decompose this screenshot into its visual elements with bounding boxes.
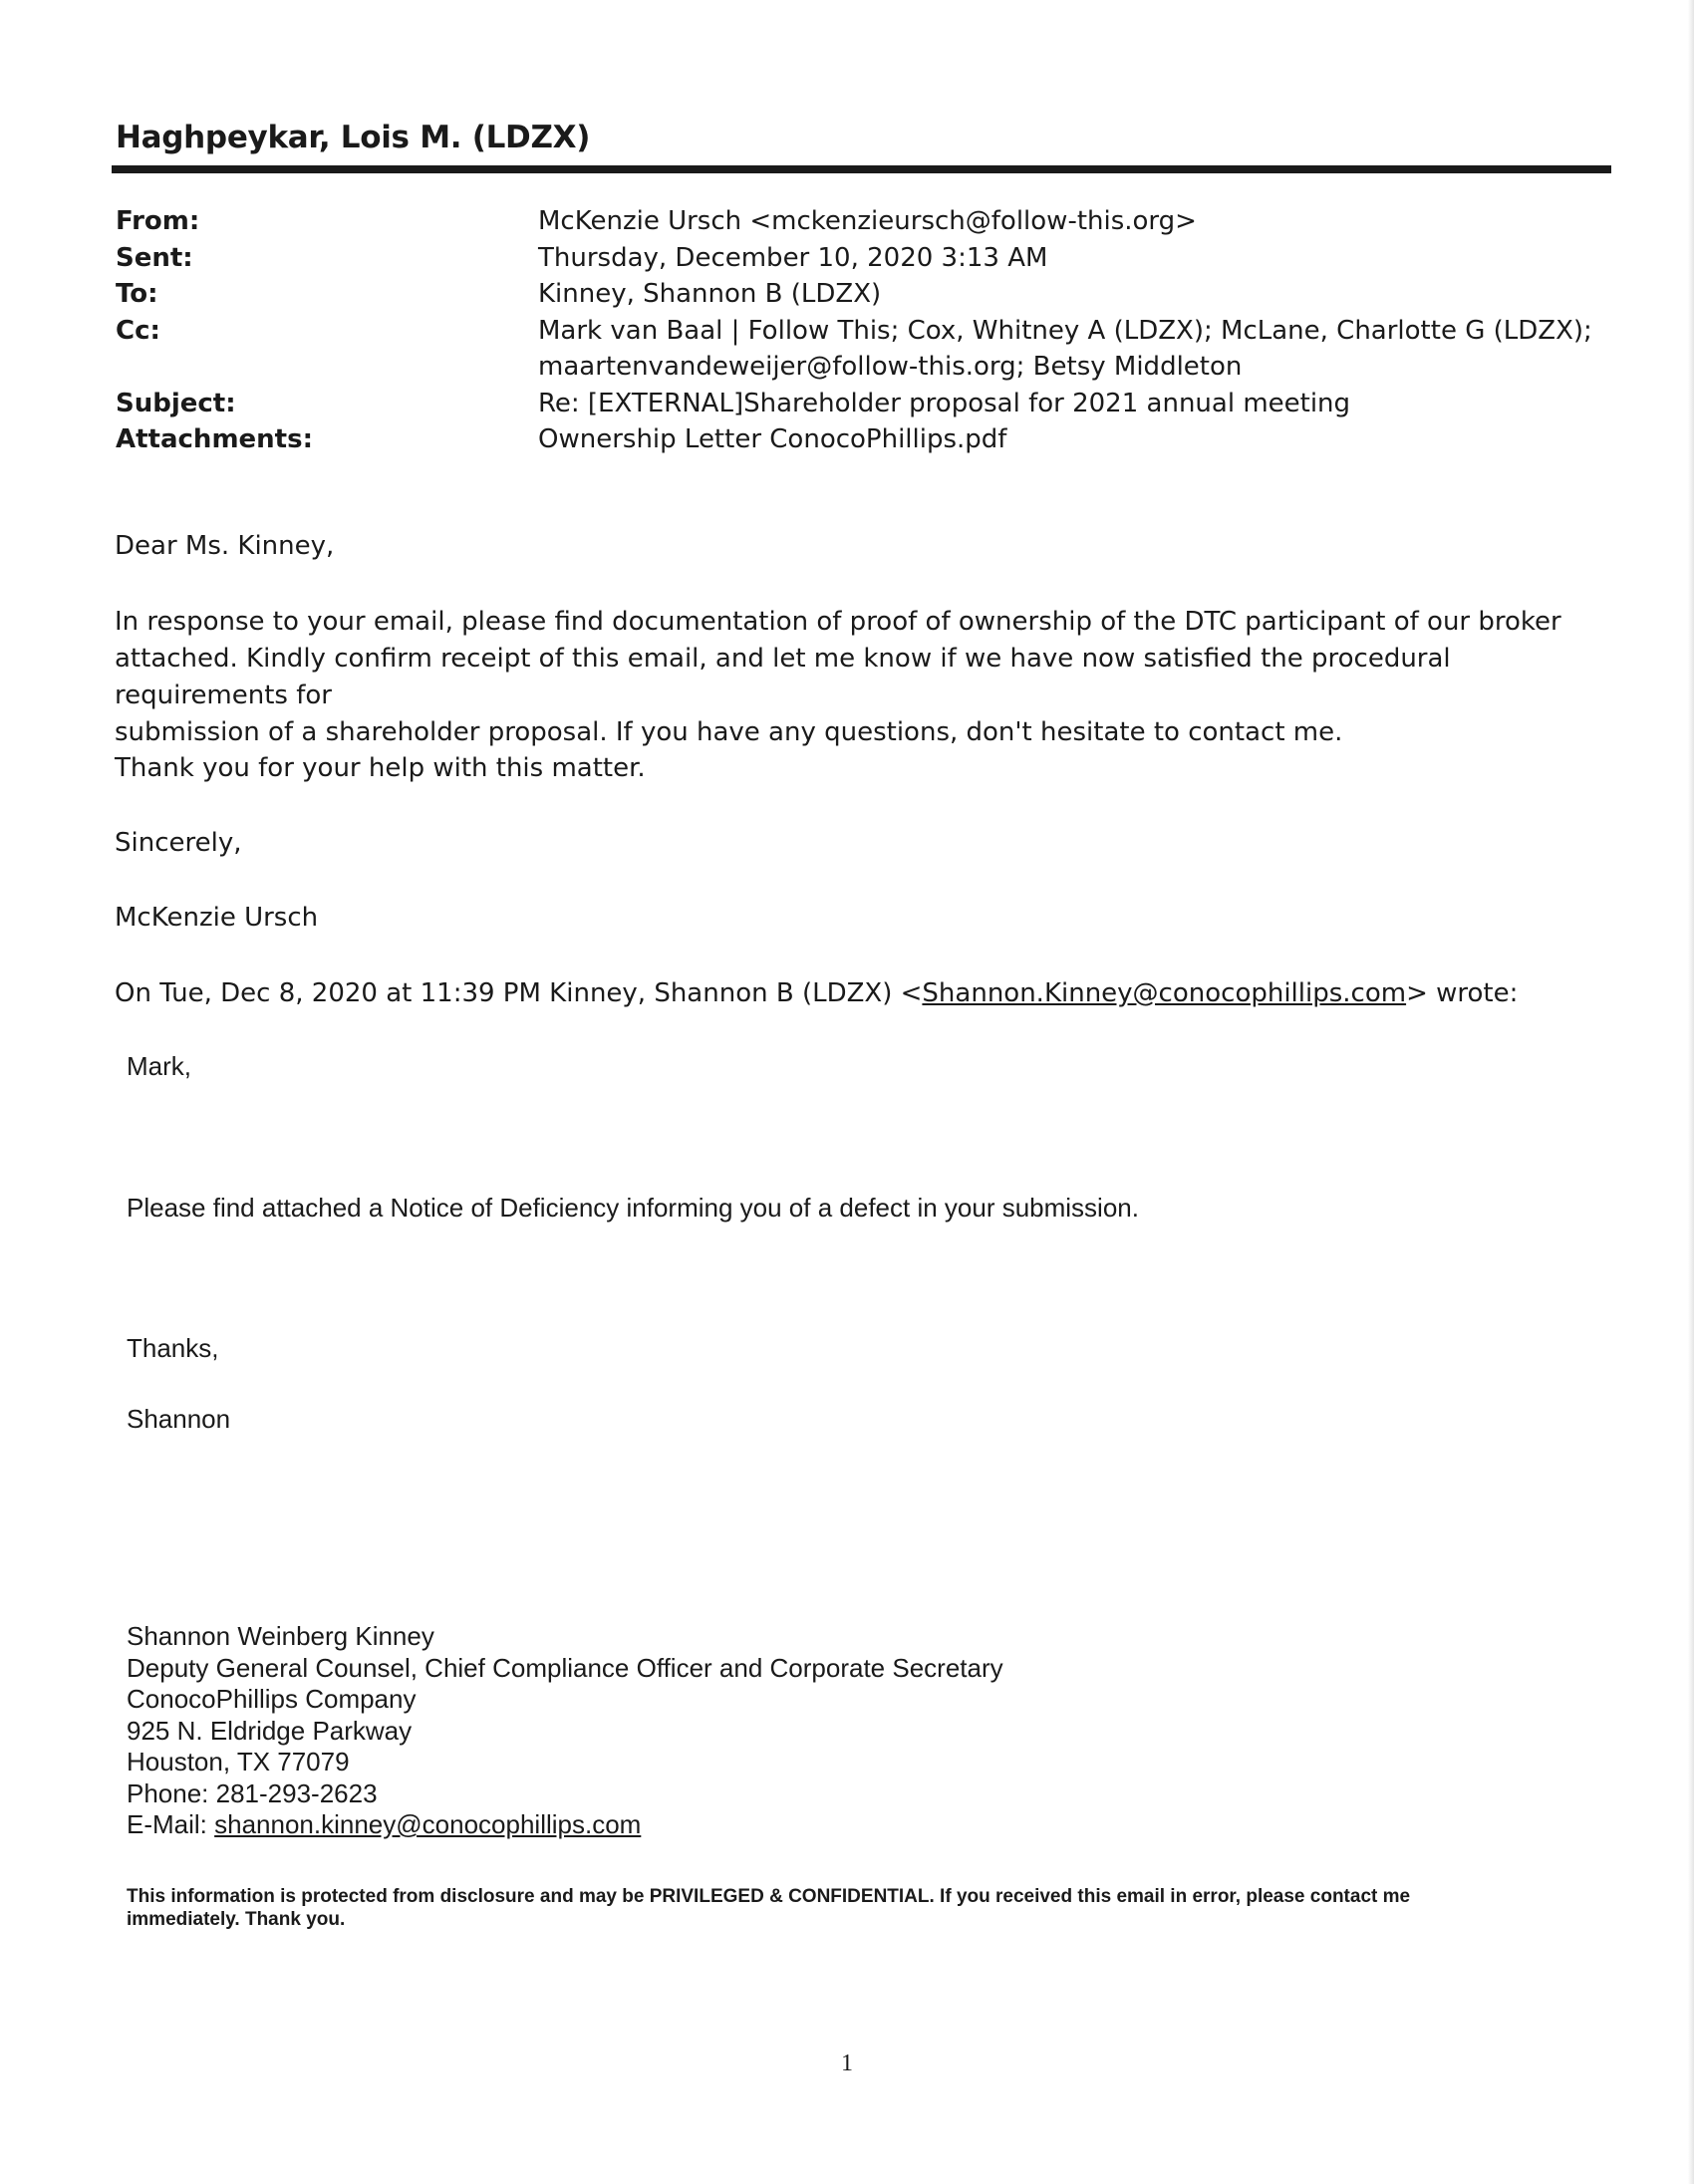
from-label: From: (116, 206, 200, 236)
reply-intro-email-link[interactable]: Shannon.Kinney@conocophillips.com (922, 978, 1407, 1008)
subject-row (116, 386, 1590, 422)
quoted-name: Shannon (127, 1404, 231, 1434)
to-value: Kinney, Shannon B (LDZX) (538, 279, 882, 309)
message-paragraph (115, 604, 1609, 751)
to-row (116, 276, 1590, 313)
paragraph-line-3: submission of a shareholder proposal. If you have any questions, don't hesitate to contact me. (115, 717, 1343, 747)
cc-line-1: Mark van Baal | Follow This; Cox, Whitney A (LDZX); McLane, Charlotte G (LDZX); (538, 315, 1592, 346)
signature-block (127, 1621, 1003, 1841)
cc-line-2: maartenvandeweijer@follow-this.org; Betsy Middleton (538, 352, 1243, 382)
reply-intro: On Tue, Dec 8, 2020 at 11:39 PM Kinney, Shannon B (LDZX) <Shannon.Kinney@conocophillips.com> wrote: (115, 978, 1519, 1008)
cc-label: Cc: (116, 315, 160, 346)
email-header-block (116, 203, 1590, 458)
sent-row (116, 240, 1590, 277)
sig-address-1: 925 N. Eldridge Parkway (127, 1715, 413, 1746)
cc-value (538, 313, 1592, 386)
paragraph-line-2: attached. Kindly confirm receipt of this email, and let me know if we have now satisfied the procedural requirements for (115, 644, 1451, 710)
message-thanks: Thank you for your help with this matter. (115, 753, 646, 783)
cc-row (116, 313, 1590, 386)
sent-label: Sent: (116, 242, 193, 273)
sig-email-line: E-Mail: shannon.kinney@conocophillips.com (127, 1809, 642, 1839)
from-row (116, 203, 1590, 240)
message-closing: Sincerely, (115, 828, 242, 858)
subject-value: Re: [EXTERNAL]Shareholder proposal for 2021 annual meeting (538, 388, 1351, 418)
sig-company: ConocoPhillips Company (127, 1684, 417, 1714)
quoted-body: Please find attached a Notice of Deficiency informing you of a defect in your submission. (127, 1193, 1139, 1223)
confidentiality-disclaimer: This information is protected from disclosure and may be PRIVILEGED & CONFIDENTIAL. If you received this email in error, please contact me immediately. Thank you. (127, 1886, 1411, 1930)
sig-address-2: Houston, TX 77079 (127, 1747, 350, 1776)
title-divider (112, 165, 1611, 173)
paragraph-line-1: In response to your email, please find documentation of proof of ownership of the DTC participant of our broker (115, 607, 1561, 637)
message-greeting: Dear Ms. Kinney, (115, 531, 335, 561)
to-label: To: (116, 279, 158, 309)
message-signature: McKenzie Ursch (115, 903, 319, 933)
sig-phone: Phone: 281-293-2623 (127, 1777, 378, 1808)
attachment-file[interactable]: Ownership Letter ConocoPhillips.pdf (538, 424, 1007, 454)
from-value: McKenzie Ursch <mckenzieursch@follow-this.org> (538, 206, 1197, 236)
quoted-thanks: Thanks, (127, 1333, 219, 1363)
mailbox-owner-title: Haghpeykar, Lois M. (LDZX) (116, 120, 591, 155)
quoted-greeting: Mark, (127, 1051, 191, 1081)
sent-value: Thursday, December 10, 2020 3:13 AM (538, 242, 1048, 273)
sig-name: Shannon Weinberg Kinney (127, 1621, 434, 1651)
attachments-label: Attachments: (116, 424, 313, 454)
scan-edge-shadow (1688, 0, 1694, 2184)
sig-title: Deputy General Counsel, Chief Compliance Officer and Corporate Secretary (127, 1652, 1003, 1683)
subject-label: Subject: (116, 388, 236, 418)
sig-email-link[interactable]: shannon.kinney@conocophillips.com (214, 1809, 642, 1839)
page-number: 1 (841, 2050, 853, 2076)
attachments-row (116, 421, 1590, 458)
